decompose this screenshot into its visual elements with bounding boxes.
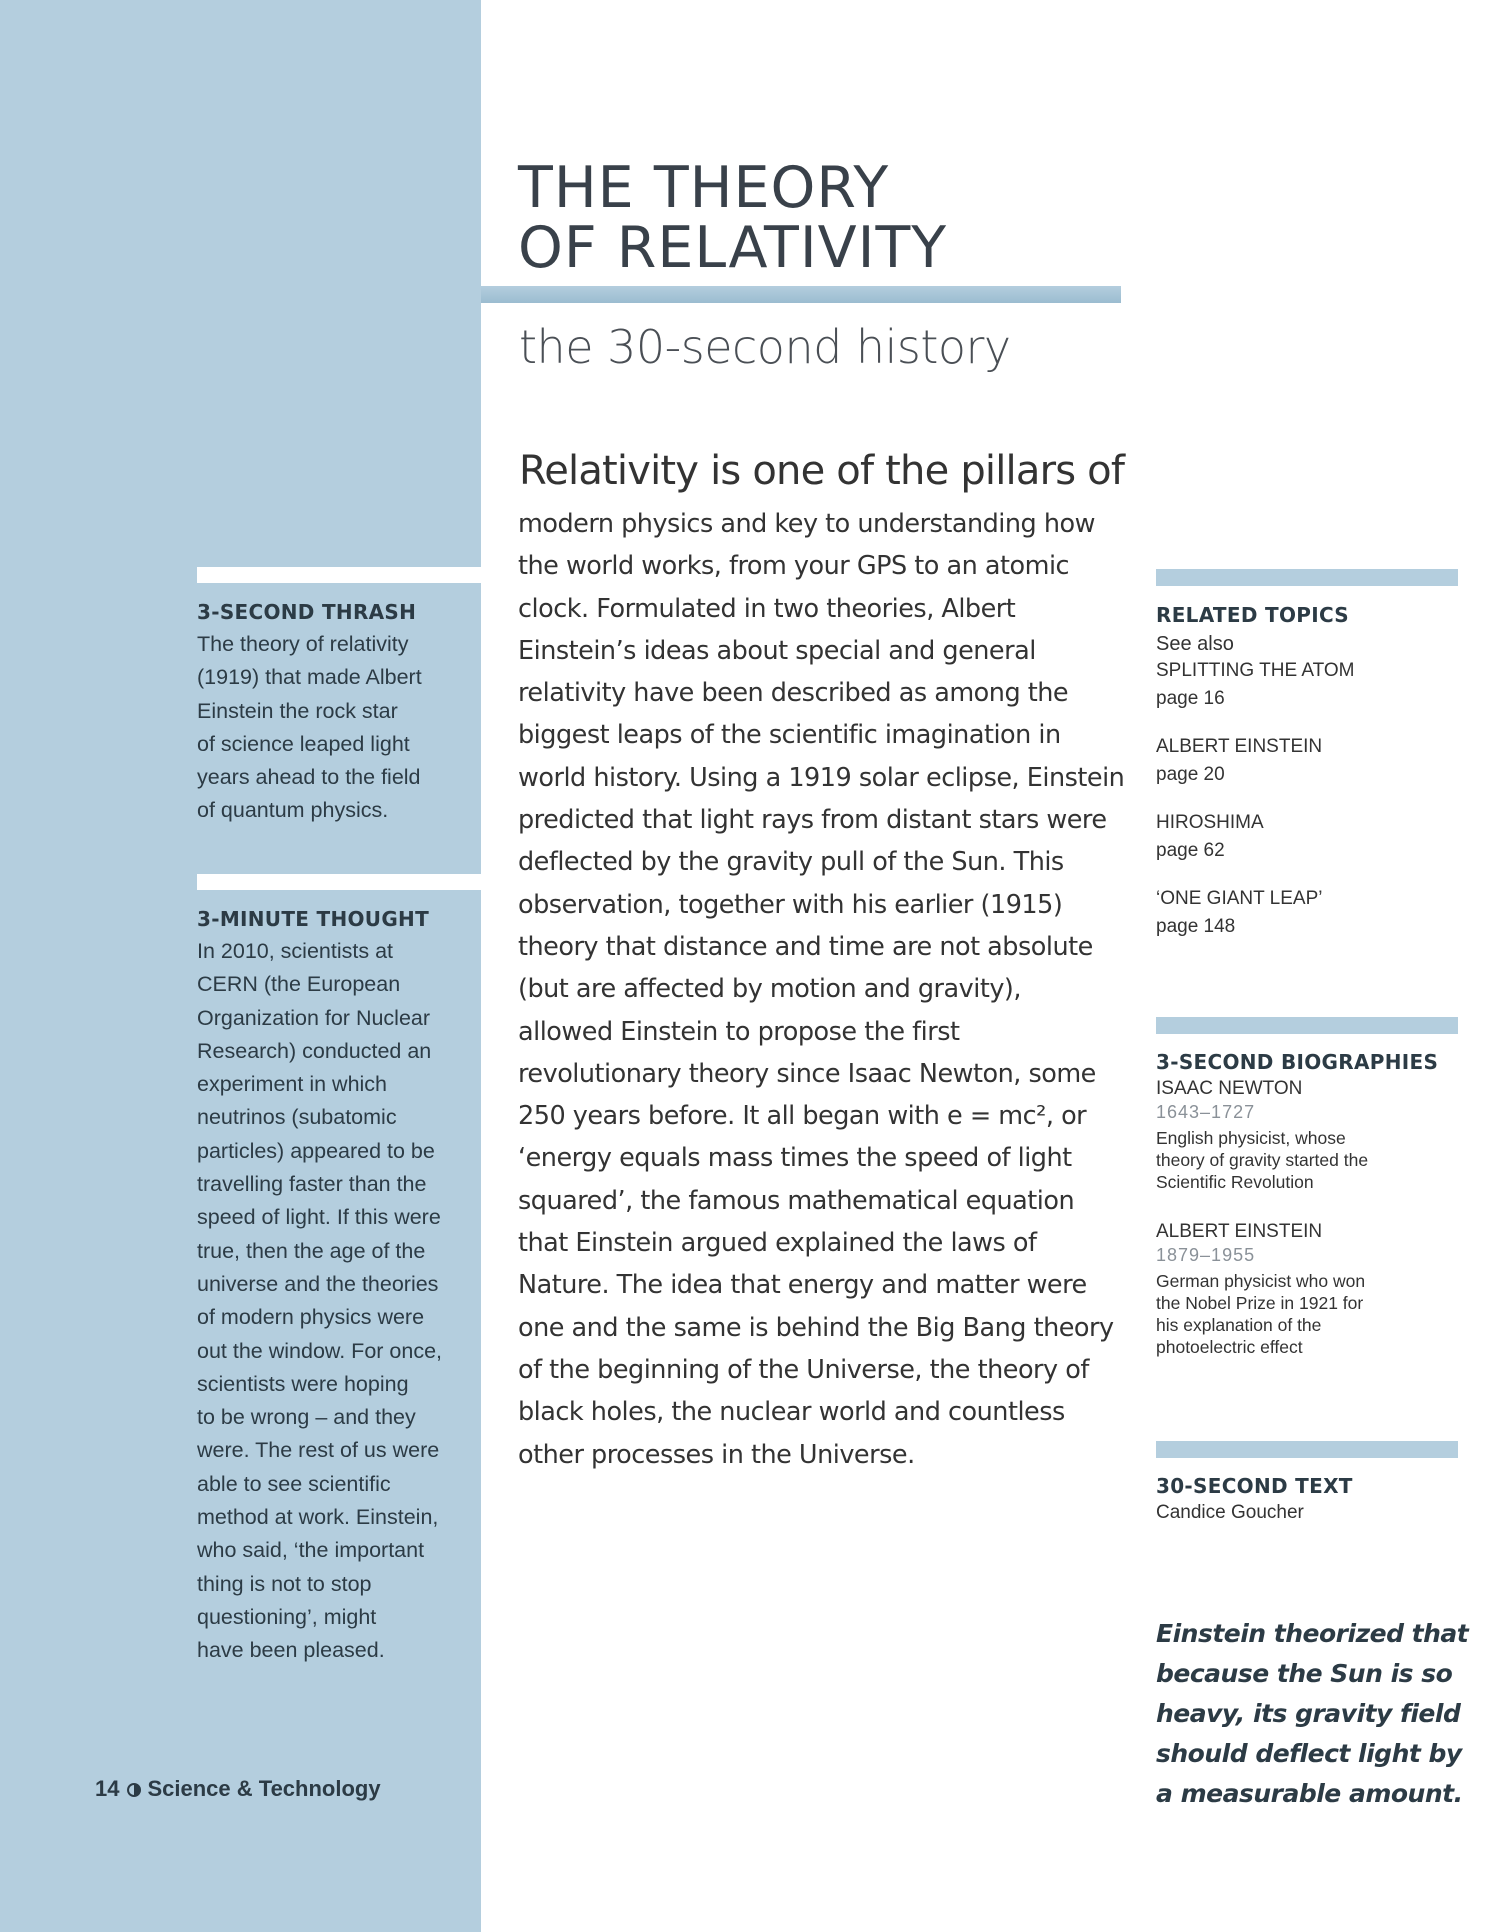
related-topics [1156, 603, 1456, 938]
related-topic-name: HIROSHIMA [1156, 812, 1264, 833]
bio-desc-line: English physicist, whose [1156, 1128, 1346, 1148]
related-heading: RELATED TOPICS [1156, 603, 1349, 627]
bio-name: ISAAC NEWTON [1156, 1078, 1303, 1099]
title-line: OF RELATIVITY [518, 215, 948, 281]
thought-line: to be wrong – and they [197, 1405, 416, 1430]
thought-heading: 3-MINUTE THOUGHT [197, 907, 430, 931]
bio-desc [1156, 1270, 1456, 1358]
thought-line: CERN (the European [197, 972, 401, 997]
thrash-heading: 3-SECOND THRASH [197, 600, 417, 624]
sidebar-divider [197, 874, 481, 890]
thought-line: Organization for Nuclear [197, 1005, 431, 1030]
text-credit [1156, 1474, 1456, 1524]
body-line: black holes, the nuclear world and countless [518, 1397, 1065, 1428]
thought-line: who said, ‘the important [197, 1538, 425, 1563]
body-line: biggest leaps of the scientific imagination in [518, 720, 1061, 751]
author-name: Candice Goucher [1156, 1502, 1304, 1523]
page-number: 14 [95, 1776, 120, 1801]
body-line: modern physics and key to understanding how [518, 509, 1095, 539]
body-line: Nature. The idea that energy and matter were [518, 1270, 1087, 1301]
body-line: squared’, the famous mathematical equation [518, 1185, 1075, 1216]
thrash-block [197, 600, 467, 828]
bio-desc-line: photoelectric effect [1156, 1337, 1303, 1357]
related-topic-name: SPLITTING THE ATOM [1156, 660, 1355, 681]
body-line: predicted that light rays from distant stars were [518, 805, 1107, 836]
half-circle-icon [127, 1783, 141, 1797]
thought-line: able to see scientific [197, 1471, 391, 1496]
thrash-line: Einstein the rock star [197, 698, 398, 723]
thrash-text [197, 628, 467, 828]
caption-line: a measurable amount. [1156, 1779, 1463, 1808]
right-divider [1156, 1017, 1458, 1034]
related-topic-page: page 148 [1156, 916, 1236, 937]
thought-line: true, then the age of the [197, 1238, 426, 1263]
image-caption [1156, 1614, 1469, 1814]
thrash-line: The theory of relativity [197, 632, 409, 656]
section-name: Science & Technology [147, 1776, 381, 1801]
thought-line: Research) conducted an [197, 1038, 432, 1063]
caption-line: Einstein theorized that [1156, 1619, 1469, 1648]
thrash-line: years ahead to the field [197, 765, 421, 790]
caption-line: should deflect light by [1156, 1739, 1462, 1768]
related-topic-page: page 16 [1156, 688, 1225, 709]
title-line: THE THEORY [518, 155, 890, 221]
page-title [518, 155, 948, 281]
body-line: clock. Formulated in two theories, Albert [518, 593, 1016, 624]
thought-line: were. The rest of us were [197, 1438, 440, 1463]
see-also-label: See also [1156, 633, 1234, 655]
thought-line: travelling faster than the [197, 1172, 427, 1197]
related-topic-page: page 62 [1156, 840, 1225, 861]
bio-desc-line: Scientific Revolution [1156, 1172, 1314, 1192]
thought-block [197, 907, 467, 1668]
caption-line: because the Sun is so [1156, 1659, 1453, 1688]
sidebar-divider [197, 567, 481, 583]
body-line: the world works, from your GPS to an atomic [518, 551, 1070, 582]
body-line: relativity have been described as among the [518, 678, 1069, 709]
body-text [518, 503, 1128, 1476]
caption-line: heavy, its gravity field [1156, 1699, 1461, 1728]
page-footer [95, 1776, 381, 1802]
thought-line: method at work. Einstein, [197, 1505, 439, 1530]
biographies-heading: 3-SECOND BIOGRAPHIES [1156, 1050, 1439, 1074]
thought-text [197, 935, 467, 1668]
bio-dates: 1879–1955 [1156, 1245, 1256, 1265]
lead-sentence: Relativity is one of the pillars of [519, 448, 1125, 494]
thought-line: speed of light. If this were [197, 1205, 441, 1230]
bio-desc-line: the Nobel Prize in 1921 for [1156, 1293, 1364, 1313]
biographies [1156, 1050, 1456, 1358]
page-subtitle: the 30-second history [519, 320, 1011, 374]
body-line: theory that distance and time are not absolute [518, 931, 1093, 962]
body-line: one and the same is behind the Big Bang theory [518, 1312, 1114, 1343]
bio-dates: 1643–1727 [1156, 1102, 1256, 1122]
thought-line: particles) appeared to be [197, 1138, 435, 1163]
thought-line: have been pleased. [197, 1638, 385, 1663]
body-line: revolutionary theory since Isaac Newton, some [518, 1058, 1096, 1089]
thought-line: scientists were hoping [197, 1371, 409, 1396]
bio-desc-line: theory of gravity started the [1156, 1150, 1369, 1170]
related-topic-name: ALBERT EINSTEIN [1156, 736, 1323, 757]
thought-line: out the window. For once, [197, 1338, 443, 1363]
body-line: of the beginning of the Universe, the theory of [518, 1354, 1089, 1385]
body-line: deflected by the gravity pull of the Sun. This [518, 847, 1064, 878]
body-line: 250 years before. It all began with e = mc², or [518, 1101, 1087, 1132]
body-line: Einstein’s ideas about special and general [518, 635, 1036, 666]
thought-line: of modern physics were [197, 1305, 425, 1330]
body-line: ‘energy equals mass times the speed of light [518, 1143, 1072, 1174]
thought-line: questioning’, might [197, 1604, 377, 1629]
related-topic-page: page 20 [1156, 764, 1225, 785]
thought-line: neutrinos (subatomic [197, 1105, 397, 1130]
thought-line: thing is not to stop [197, 1571, 372, 1596]
thought-line: experiment in which [197, 1072, 388, 1097]
bio-desc [1156, 1127, 1456, 1193]
body-line: other processes in the Universe. [518, 1439, 915, 1470]
thrash-line: of science leaped light [197, 731, 410, 756]
right-divider [1156, 569, 1458, 586]
thrash-line: (1919) that made Albert [197, 665, 422, 690]
thought-line: universe and the theories [197, 1271, 439, 1296]
body-line: that Einstein argued explained the laws of [518, 1228, 1037, 1259]
body-line: (but are affected by motion and gravity), [518, 974, 1021, 1005]
thrash-line: of quantum physics. [197, 798, 389, 823]
related-topic-name: ‘ONE GIANT LEAP’ [1156, 888, 1323, 909]
title-rule [481, 286, 1121, 303]
bio-desc-line: his explanation of the [1156, 1315, 1322, 1335]
bio-name: ALBERT EINSTEIN [1156, 1221, 1323, 1242]
text-credit-heading: 30-SECOND TEXT [1156, 1474, 1353, 1498]
right-divider [1156, 1441, 1458, 1458]
bio-desc-line: German physicist who won [1156, 1271, 1366, 1291]
thought-line: In 2010, scientists at [197, 939, 393, 963]
body-line: allowed Einstein to propose the first [518, 1016, 960, 1047]
body-line: observation, together with his earlier (1915) [518, 889, 1063, 920]
body-line: world history. Using a 1919 solar eclipse, Einstein [518, 762, 1125, 793]
